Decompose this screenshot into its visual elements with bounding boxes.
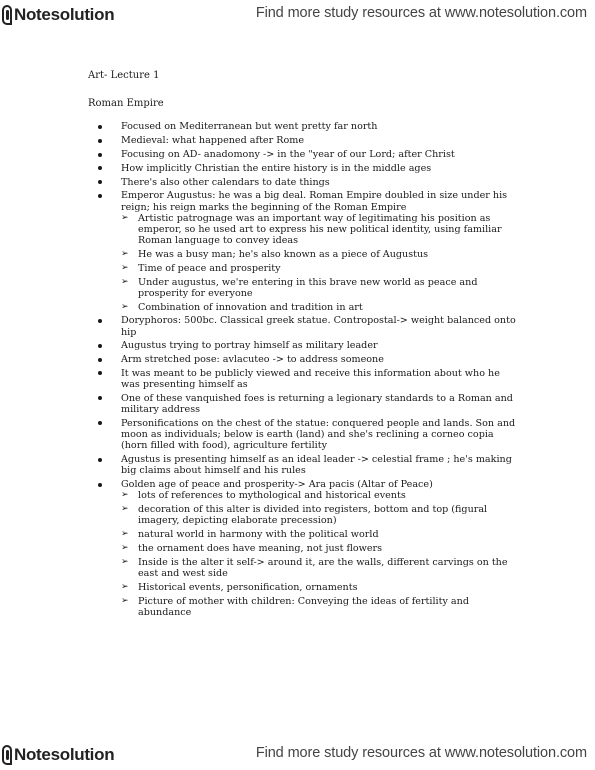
notesolution-logo[interactable] [2,742,114,768]
bullet-item [88,149,518,160]
bullet-text: How implicitly Christian the entire history is in the middle ages [121,162,432,174]
sub-bullet-item: ➢ Time of peace and prosperity [121,263,518,274]
sub-bullet-list [121,213,518,313]
bullet-text: Focused on Mediterranean but went pretty far north [121,121,378,133]
document-title: Art- Lecture 1 [88,70,160,81]
footer-tagline[interactable]: Find more study resources at www.notesolution.com [255,745,587,761]
footer-banner [0,740,595,770]
bullet-item [88,135,518,146]
sub-bullet-item: ➢ Picture of mother with children: Conveying the ideas of fertility and abundance [121,596,518,618]
bullet-text: Arm stretched pose: avlacuteo -> to address someone [121,354,384,366]
notesolution-logo-icon [2,5,12,25]
bullet-text: Doryphoros: 500bc. Classical greek statue. Contropostal-> weight balanced onto hip [121,315,516,338]
sub-bullet-item: ➢ Inside is the alter it self-> around it, are the walls, different carvings on the east and west side [121,557,518,579]
bullet-text: Focusing on AD- anadomony -> in the "year of our Lord; after Christ [121,149,455,160]
bullet-text: Augustus trying to portray himself as military leader [121,340,378,352]
sub-bullet-item: ➢ Under augustus, we're entering in this brave new world as peace and prosperity for everyone [121,277,518,299]
bullet-item [88,163,518,174]
bullet-text: One of these vanquished foes is returning a legionary standards to a Roman and military address [121,392,513,416]
logo-text: Notesolution [14,745,115,764]
bullet-item [88,454,518,476]
sub-bullet-item: ➢ natural world in harmony with the political world [121,529,518,540]
bullet-item [88,354,518,365]
sub-bullet-item: ➢ Historical events, personification, ornaments [121,582,518,593]
bullet-item [88,393,518,415]
bullet-text: Golden age of peace and prosperity-> Ara pacis (Altar of Peace) [121,479,433,491]
bullet-item [88,340,518,351]
bullet-text: Agustus is presenting himself as an ideal leader -> celestial frame ; he's making big claims about himself and his rules [121,454,512,477]
notesolution-logo[interactable] [2,2,114,28]
sub-bullet-list [121,490,518,618]
bullet-item [88,121,518,132]
bullet-item [88,315,518,337]
sub-bullet-item: ➢ Artistic patrognage was an important way of legitimating his position as emperor, so he used art to express his new political identity, using familiar Roman language to convey ideas [121,213,518,247]
notesolution-logo-icon [2,745,12,765]
sub-bullet-item: ➢ He was a busy man; he's also known as a piece of Augustus [121,249,518,260]
document-body [88,70,518,621]
sub-bullet-item: ➢ the ornament does have meaning, not just flowers [121,543,518,554]
header-tagline[interactable]: Find more study resources at www.notesolution.com [255,5,587,21]
bullet-item [88,177,518,188]
header-banner [0,0,595,30]
sub-bullet-item: ➢ Combination of innovation and tradition in art [121,302,518,313]
logo-text: Notesolution [14,5,115,24]
bullet-text: It was meant to be publicly viewed and receive this information about who he was presenting himself as [121,367,500,391]
bullet-item [88,479,518,618]
bullet-item [88,418,518,452]
bullet-text: Personifications on the chest of the statue: conquered people and lands. Son and moon as individuals; below is earth (land) and she's reclining a corneo copia (horn filled with food), agriculture fertility [121,417,516,452]
bullet-item [88,190,518,312]
bullet-text: Medieval: what happened after Rome [121,135,305,147]
bullet-list [88,121,518,618]
bullet-text: Emperor Augustus: he was a big deal. Roman Empire doubled in size under his reign; his reign marks the beginning of the Roman Empire [121,190,508,213]
bullet-item [88,368,518,390]
bullet-text: There's also other calendars to date things [121,176,330,188]
sub-bullet-item: ➢ decoration of this alter is divided into registers, bottom and top (figural imagery, depicting elaborate precession) [121,504,518,526]
document-subtitle: Roman Empire [88,98,164,110]
sub-bullet-item: ➢ lots of references to mythological and historical events [121,490,518,501]
